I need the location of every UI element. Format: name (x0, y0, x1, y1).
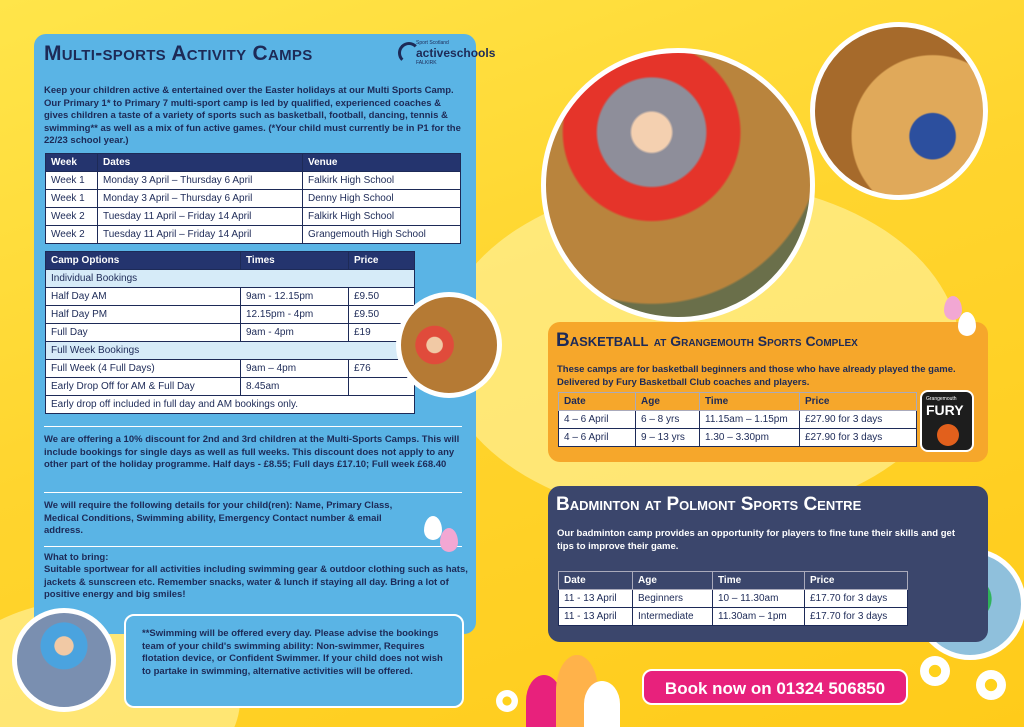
table-row (46, 172, 461, 190)
cell: Grangemouth High School (303, 226, 461, 244)
cell: Full Day (46, 324, 241, 342)
book-now-button[interactable]: Book now on 01324 506850 (642, 669, 908, 705)
cell: Falkirk High School (303, 172, 461, 190)
cell: 4 – 6 April (559, 429, 636, 447)
table-row (559, 429, 917, 447)
cell: Week 1 (46, 172, 98, 190)
fury-logo-top: Grangemouth (926, 396, 957, 402)
easter-egg-icon (958, 312, 976, 336)
fury-logo-text: FURY (926, 402, 964, 418)
table-row (46, 226, 461, 244)
badminton-header-row (559, 572, 908, 590)
logo-line-3: FALKIRK (416, 60, 437, 66)
cell: Tuesday 11 April – Friday 14 April (98, 208, 303, 226)
cell (349, 378, 415, 396)
cell: 11.30am – 1pm (713, 608, 805, 626)
cell: 10 – 11.30am (713, 590, 805, 608)
discount-note: We are offering a 10% discount for 2nd and 3rd children at the Multi-Sports Camps. This will include bookings for single days as well as full weeks. This discount does not apply to any other part of the holiday programme. Half days - £8.55; Full days £17.10; Full week £68.40 (44, 434, 460, 470)
cell: 4 – 6 April (559, 411, 636, 429)
cell: 11 - 13 April (559, 590, 633, 608)
table-row (559, 411, 917, 429)
daisy-icon (976, 670, 1006, 700)
col-date: Date (559, 572, 633, 590)
cell: 9 – 13 yrs (636, 429, 700, 447)
table-row (46, 324, 415, 342)
col-times: Times (241, 252, 349, 270)
badminton-table (558, 571, 908, 626)
table-row (46, 306, 415, 324)
cell: Beginners (633, 590, 713, 608)
cell: 11.15am – 1.15pm (700, 411, 800, 429)
cell: Week 2 (46, 226, 98, 244)
cell: 6 – 8 yrs (636, 411, 700, 429)
cell: Early drop off included in full day and AM bookings only. (46, 396, 415, 414)
photo-basketball-players (541, 48, 815, 322)
cell: Week 1 (46, 190, 98, 208)
table-row (46, 288, 415, 306)
multisports-title: Multi-sports Activity Camps (44, 42, 313, 65)
cell: 1.30 – 3.30pm (700, 429, 800, 447)
cell: £76 (349, 360, 415, 378)
table-row (46, 378, 415, 396)
table-row (46, 190, 461, 208)
cell: £17.70 for 3 days (805, 590, 908, 608)
cell: Monday 3 April – Thursday 6 April (98, 190, 303, 208)
divider (44, 546, 462, 547)
col-week: Week (46, 154, 98, 172)
cell: Early Drop Off for AM & Full Day (46, 378, 241, 396)
multisports-intro: Keep your children active & entertained over the Easter holidays at our Multi Sports Camp. Our Primary 1* to Primary 7 multi-sport camp is led by qualified, experienced coaches & gives children a taste of a variety of sports such as basketball, football, dancing, tennis & swimming** as well as a mix of fun active games. (*Your child must currently be in P1 for the 22/23 school year.) (44, 85, 461, 146)
col-age: Age (636, 393, 700, 411)
basketball-icon (937, 424, 959, 446)
basketball-desc: These camps are for basketball beginners and those who have already played the game. Delivered by Fury Basketball Club coaches and players. (557, 364, 956, 388)
bunny-icon (584, 681, 620, 727)
photo-basketball-hoop (810, 22, 988, 200)
bring-title: What to bring: (44, 552, 109, 563)
col-option: Camp Options (46, 252, 241, 270)
cell: Full Week (4 Full Days) (46, 360, 241, 378)
col-price: Price (805, 572, 908, 590)
cell: Half Day AM (46, 288, 241, 306)
bring-text: Suitable sportwear for all activities including swimming gear & outdoor clothing such as hats, jackets & sunscreen etc. Remember snacks, water & lunch if staying all day. Bring a lot of positive energy and big smiles! (44, 564, 468, 600)
photo-children-basketball-court (396, 292, 502, 398)
basketball-title (556, 330, 858, 352)
col-date: Date (559, 393, 636, 411)
daisy-icon (496, 690, 518, 712)
cell: Half Day PM (46, 306, 241, 324)
activeschools-logo (398, 40, 496, 68)
cell: Week 2 (46, 208, 98, 226)
photo-child-dancing (12, 608, 116, 712)
cell: Falkirk High School (303, 208, 461, 226)
table-subheader (46, 270, 415, 288)
col-time: Time (713, 572, 805, 590)
col-venue: Venue (303, 154, 461, 172)
swimming-note: **Swimming will be offered every day. Please advise the bookings team of your child's swimming ability: Non-swimmer, Requires flotation device, or Confident Swimmer. If your child does not wish to partake in swimming, alternative activities will be offered. (142, 628, 443, 677)
col-time: Time (700, 393, 800, 411)
basketball-title-main: Basketball (556, 330, 649, 351)
daisy-icon (920, 656, 950, 686)
divider (44, 426, 462, 427)
table-row (559, 608, 908, 626)
cell: £17.70 for 3 days (805, 608, 908, 626)
table-row (46, 396, 415, 414)
cell: 9am - 4pm (241, 324, 349, 342)
cell: £19 (349, 324, 415, 342)
cell: £9.50 (349, 306, 415, 324)
table-row (559, 590, 908, 608)
basketball-header-row (559, 393, 917, 411)
camp-options-table (45, 251, 415, 414)
logo-line-2: activeschools (416, 46, 496, 60)
col-age: Age (633, 572, 713, 590)
easter-egg-icon (440, 528, 458, 552)
divider (44, 492, 462, 493)
basketball-table (558, 392, 917, 447)
cell: £9.50 (349, 288, 415, 306)
badminton-desc: Our badminton camp provides an opportunity for players to fine tune their skills and get tips to improve their game. (557, 528, 955, 552)
table-row (46, 360, 415, 378)
cell: 9am - 12.15pm (241, 288, 349, 306)
col-price: Price (800, 393, 917, 411)
cell: Individual Bookings (46, 270, 415, 288)
table-row (46, 208, 461, 226)
cell: 9am – 4pm (241, 360, 349, 378)
cell: £27.90 for 3 days (800, 411, 917, 429)
cell: £27.90 for 3 days (800, 429, 917, 447)
basketball-title-sub: at Grangemouth Sports Complex (653, 333, 858, 349)
easter-egg-icon (424, 516, 442, 540)
weeks-table (45, 153, 461, 244)
cell: 11 - 13 April (559, 608, 633, 626)
logo-line-1: Sport Scotland (416, 40, 449, 46)
badminton-title: Badminton at Polmont Sports Centre (556, 494, 862, 515)
cell: Intermediate (633, 608, 713, 626)
cell: 8.45am (241, 378, 349, 396)
cell: Monday 3 April – Thursday 6 April (98, 172, 303, 190)
details-note: We will require the following details for your child(ren): Name, Primary Class, Medical Conditions, Swimming ability, Emergency Contact number & email address. (44, 500, 393, 536)
fury-logo (920, 390, 974, 452)
options-header-row (46, 252, 415, 270)
cell: Tuesday 11 April – Friday 14 April (98, 226, 303, 244)
cell: Denny High School (303, 190, 461, 208)
cell: Full Week Bookings (46, 342, 415, 360)
col-dates: Dates (98, 154, 303, 172)
table-subheader (46, 342, 415, 360)
col-price: Price (349, 252, 415, 270)
weeks-header-row (46, 154, 461, 172)
cell: 12.15pm - 4pm (241, 306, 349, 324)
